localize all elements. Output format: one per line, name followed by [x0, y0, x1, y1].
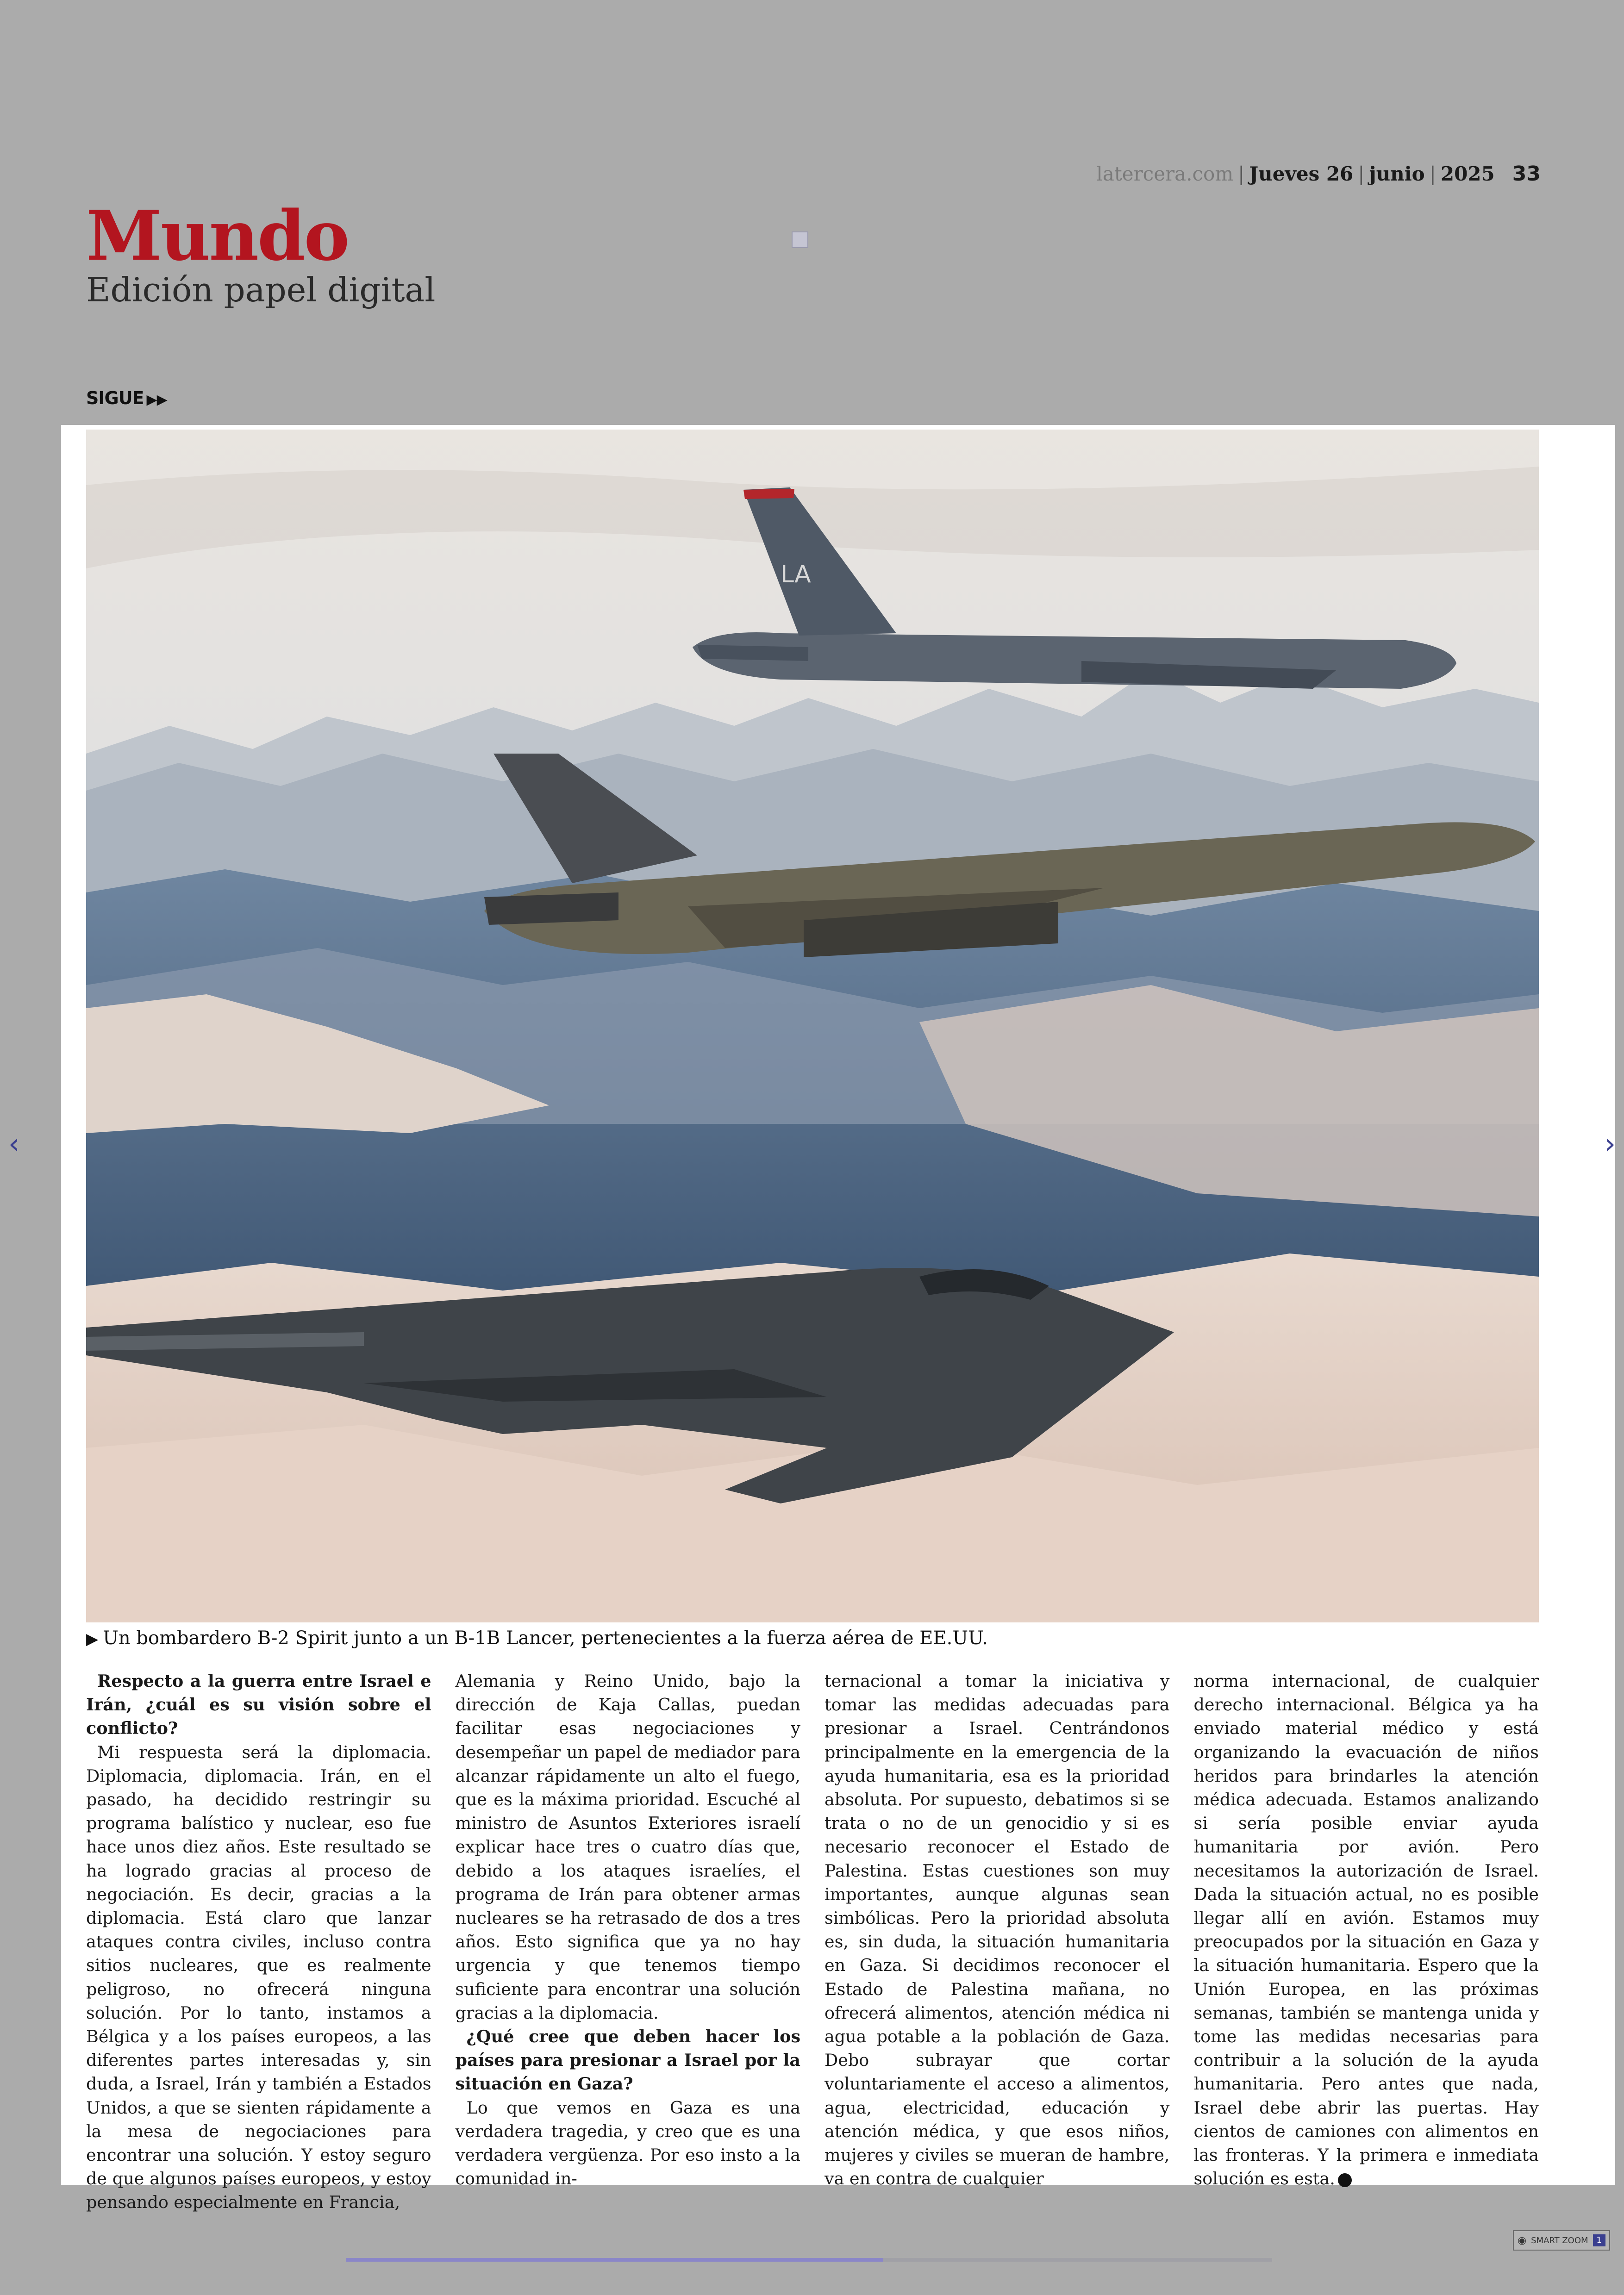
reading-progress-bar[interactable] [346, 2258, 1272, 2262]
interview-answer: Lo que vemos en Gaza es una verdadera tragedia, y creo que es una verdadera vergüenza. Por eso insto a la comunidad in- [455, 2097, 800, 2189]
page-marker-icon[interactable] [792, 231, 808, 248]
tail-marking: LA [781, 561, 811, 588]
issue-day: Jueves 26 [1249, 162, 1354, 185]
bombers-photo-illustration [86, 430, 1539, 1622]
sigue-arrows-icon: ▶▶ [146, 392, 167, 408]
section-subtitle: Edición papel digital [86, 270, 436, 309]
previous-page-arrow-icon[interactable]: ‹ [8, 1127, 20, 1160]
site-name: latercera.com [1096, 162, 1234, 185]
page-number: 33 [1512, 162, 1541, 186]
article-column-3 [824, 1669, 1170, 2214]
article-column-1 [86, 1669, 431, 2214]
sigue-label [86, 388, 167, 408]
end-mark-icon [1338, 2173, 1352, 2187]
next-page-arrow-icon[interactable]: › [1604, 1127, 1616, 1160]
article-closing-text: norma internacional, de cualquier derecho internacional. Bélgica ya ha enviado material médico y está organizando la evacuación de niños heridos para brindarles la atención médica adecuada. Estamos analizando si sería posible enviar ayuda humanitaria por avión. Pero necesitamos la autorización de Israel. Dada la situación actual, no es posible llegar allí en avión. Estamos muy preocupados por la situación en Gaza y la situación humanitaria. Espero que la Unión Europea, en las próximas semanas, también se mantenga unida y tome las medidas necesarias para contribuir a la solución de la ayuda humanitaria. Pero antes que nada, Israel debe abrir las puertas. Hay cientos de camiones con alimentos en las fronteras. Y la primera e inmediata solución es esta. [1193, 1671, 1539, 2189]
interview-answer: ternacional a tomar la iniciativa y tomar las medidas adecuadas para presionar a Israel. Centrándonos principalmente en la emergencia de la ayuda humanitaria, esa es la prioridad absoluta. Por supuesto, debatimos si se trata o no de un genocidio y si es necesario reconocer el Estado de Palestina. Estas cuestiones son muy importantes, aunque algunas sean simbólicas. Pero la prioridad absoluta es, sin duda, la situación humanitaria en Gaza. Si decidimos reconocer el Estado de Palestina mañana, no ofrecerá alimentos, atención médica ni agua potable a la población de Gaza. Debo subrayar que cortar voluntariamente el acceso a alimentos, agua, electricidad, educación y atención médica, y que esos niños, mujeres y civiles se mueran de hambre, va en contra de cualquier [824, 1671, 1170, 2189]
smart-zoom-button[interactable] [1513, 2230, 1610, 2251]
reading-progress-fill [346, 2258, 883, 2262]
meta-divider: | [1238, 162, 1245, 185]
caption-triangle-icon: ▶ [86, 1630, 99, 1648]
interview-answer: Alemania y Reino Unido, bajo la dirección de Kaja Callas, puedan facilitar esas negociaciones y desempeñar un papel de mediador para alcanzar rápidamente un alto el fuego, que es la máxima prioridad. Escuché al ministro de Asuntos Exteriores israelí explicar hace tres o cuatro días que, debido a los ataques israelíes, el programa de Irán para obtener armas nucleares se ha retrasado de dos a tres años. Esto significa que ya no hay urgencia y que tenemos tiempo suficiente para encontrar una solución gracias a la diplomacia. [455, 1671, 800, 2023]
article-body [86, 1669, 1539, 2213]
smart-zoom-count: 1 [1593, 2234, 1605, 2246]
interview-question: ¿Qué cree que deben hacer los países para presionar a Israel por la situación en Gaza? [455, 2027, 800, 2094]
issue-month: junio [1369, 162, 1425, 185]
smart-zoom-label: SMART ZOOM [1531, 2235, 1588, 2245]
issue-year: 2025 [1440, 162, 1495, 185]
article-column-2 [456, 1669, 801, 2214]
section-title: Mundo [86, 195, 349, 276]
interview-answer: Mi respuesta será la diplomacia. Diplomacia, diplomacia. Irán, en el pasado, ha decidido restringir su programa balístico y nuclear, eso fue hace unos diez años. Este resultado se ha logrado gracias al proceso de negociación. Es decir, gracias a la diplomacia. Está claro que lanzar ataques contra civiles, incluso contra sitios nucleares, que es realmente peligroso, no ofrecerá ninguna solución. Por lo tanto, instamos a Bélgica y a los países europeos, a las diferentes partes interesadas y, sin duda, a Israel, Irán y también a Estados Unidos, a que se sienten rápidamente a la mesa de negociaciones para encontrar una solución. Y estoy seguro de que algunos países europeos, y estoy pensando especialmente en Francia, [86, 1742, 431, 2213]
newspaper-page [61, 425, 1615, 2213]
meta-divider: | [1358, 162, 1365, 185]
meta-divider: | [1429, 162, 1436, 185]
bombers-photo [86, 430, 1539, 1622]
eye-icon: ◉ [1517, 2234, 1527, 2246]
interview-answer [1194, 1669, 1539, 2190]
article-column-4 [1194, 1669, 1539, 2214]
issue-meta [1096, 162, 1541, 186]
sigue-text: SIGUE [86, 388, 144, 408]
interview-question: Respecto a la guerra entre Israel e Irán, ¿cuál es su visión sobre el conflicto? [86, 1671, 431, 1739]
photo-caption [86, 1628, 1539, 1649]
caption-text: Un bombardero B-2 Spirit junto a un B-1B Lancer, pertenecientes a la fuerza aérea de EE.UU. [103, 1628, 988, 1649]
